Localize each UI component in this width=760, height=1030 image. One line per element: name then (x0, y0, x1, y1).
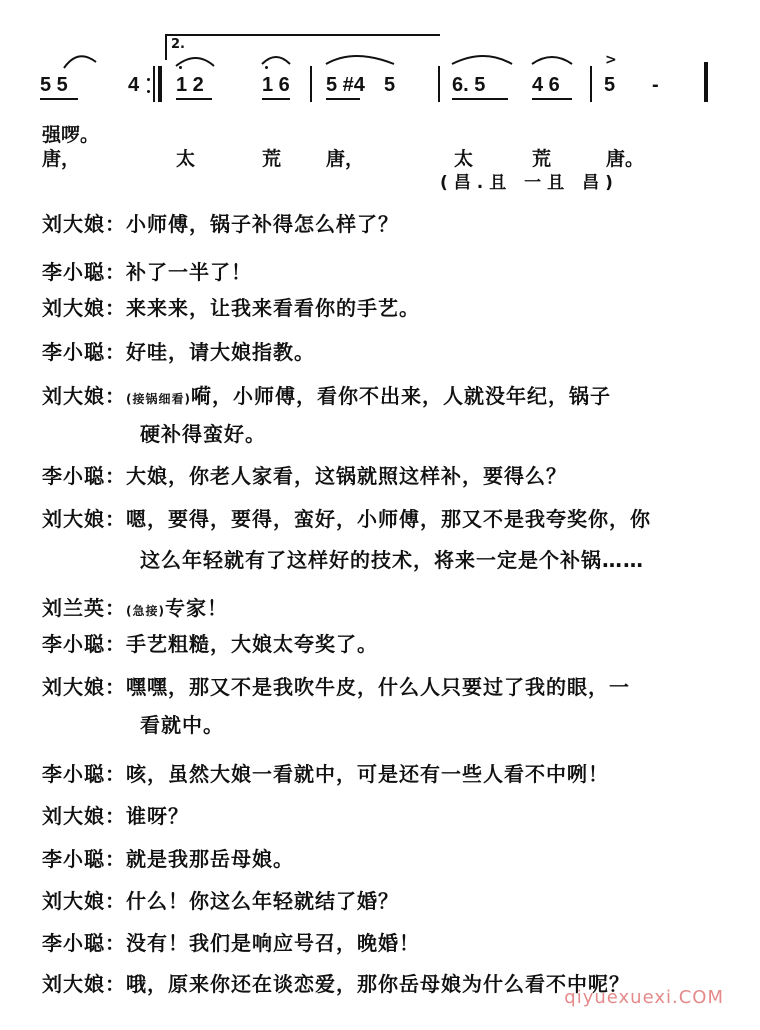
dialogue-text: 来来来，让我来看看你的手艺。 (126, 296, 420, 320)
speaker-name: 刘大娘： (42, 296, 126, 320)
dialogue-line (42, 292, 420, 321)
dialogue-line (42, 628, 378, 657)
speaker-name: 刘大娘： (42, 212, 126, 236)
dialogue-text: 嗯，要得，要得，蛮好，小师傅，那又不是我夸奖你，你 (126, 507, 651, 531)
dialogue-text: 没有！我们是响应号召，晚婚！ (126, 931, 420, 955)
dialogue-text: 专家！ (164, 596, 228, 620)
dialogue-text: 什么！你这么年轻就结了婚？ (126, 889, 399, 913)
dialogue-text: 就是我那岳母娘。 (126, 847, 294, 871)
dialogue-text: 手艺粗糙，大娘太夸奖了。 (126, 632, 378, 656)
lyric-word: 太 (454, 148, 474, 170)
dialogue-line (42, 336, 315, 365)
dialogue-line (42, 843, 294, 872)
note-group: - (652, 74, 659, 96)
note-group: 6. 5 (452, 74, 486, 96)
dialogue-text: 哦，原来你还在谈恋爱，那你岳母娘为什么看不中呢？ (126, 972, 630, 996)
dialogue-text: 好哇，请大娘指教。 (126, 340, 315, 364)
lyric-word: 唐， (42, 148, 81, 170)
stage-direction: (接锅细看) (126, 392, 191, 406)
speaker-name: 刘大娘： (42, 804, 126, 828)
dialogue-line (42, 968, 630, 997)
speaker-name: 刘大娘： (42, 889, 126, 913)
dialogue-text: 嘿嘿，那又不是我吹牛皮，什么人只要过了我的眼，一 (126, 675, 630, 699)
dialogue-line (42, 671, 630, 700)
dialogue-continuation: 看就中。 (140, 713, 224, 737)
watermark: qiyuexuexi.COM (564, 987, 724, 1008)
speaker-name: 李小聪： (42, 931, 126, 955)
dialogue-line (42, 800, 189, 829)
note-group: 5 (604, 74, 616, 96)
dialogue-line (42, 208, 399, 237)
dialogue-line (42, 758, 609, 787)
dialogue-line (42, 885, 399, 914)
note-group: 5 #4 (326, 74, 365, 96)
speaker-name: 刘大娘： (42, 384, 126, 408)
note-group: 5 5 (40, 74, 68, 96)
dialogue-line (42, 380, 611, 409)
dialogue-line (42, 503, 651, 532)
lyric-word: 荒 (532, 148, 552, 170)
dialogue-continuation: 硬补得蛮好。 (140, 422, 266, 446)
speaker-name: 李小聪： (42, 762, 126, 786)
dialogue-continuation: 这么年轻就有了这样好的技术，将来一定是个补锅…… (140, 548, 644, 572)
speaker-name: 李小聪： (42, 847, 126, 871)
lyric-word: 太 (176, 148, 196, 170)
percussion-notation: (昌.且 一且 昌) (440, 173, 619, 193)
lyric-line-1: 强啰。 (42, 124, 100, 146)
note-group: 4 (128, 74, 140, 96)
speaker-name: 刘大娘： (42, 675, 126, 699)
stage-direction: (急接) (126, 604, 165, 618)
accent-mark: > (605, 52, 617, 68)
lyric-word: 荒 (262, 148, 282, 170)
lyric-word: 唐， (326, 148, 365, 170)
speaker-name: 刘大娘： (42, 972, 126, 996)
dialogue-line (42, 592, 228, 621)
dialogue-text: 谁呀？ (126, 804, 189, 828)
note-group: 1 6 (262, 74, 290, 96)
note-group: 5 (384, 74, 396, 96)
dialogue-text: 嗬，小师傅，看你不出来，人就没年纪，锅子 (190, 384, 611, 408)
dialogue-line (42, 460, 567, 489)
dialogue-line (42, 927, 420, 956)
speaker-name: 刘大娘： (42, 507, 126, 531)
lyric-word: 唐。 (606, 148, 645, 170)
speaker-name: 李小聪： (42, 340, 126, 364)
dialogue-text: 咳，虽然大娘一看就中，可是还有一些人看不中咧！ (126, 762, 609, 786)
dialogue-line (42, 256, 252, 285)
note-group: 4 6 (532, 74, 560, 96)
dialogue-text: 小师傅，锅子补得怎么样了？ (126, 212, 399, 236)
dialogue-text: 补了一半了！ (126, 260, 252, 284)
note-group: 1 2 (176, 74, 204, 96)
speaker-name: 刘兰英： (42, 596, 126, 620)
speaker-name: 李小聪： (42, 464, 126, 488)
volta-number: 2. (171, 37, 185, 52)
speaker-name: 李小聪： (42, 632, 126, 656)
slur-marks (0, 0, 760, 110)
speaker-name: 李小聪： (42, 260, 126, 284)
dialogue-text: 大娘，你老人家看，这锅就照这样补，要得么？ (126, 464, 567, 488)
